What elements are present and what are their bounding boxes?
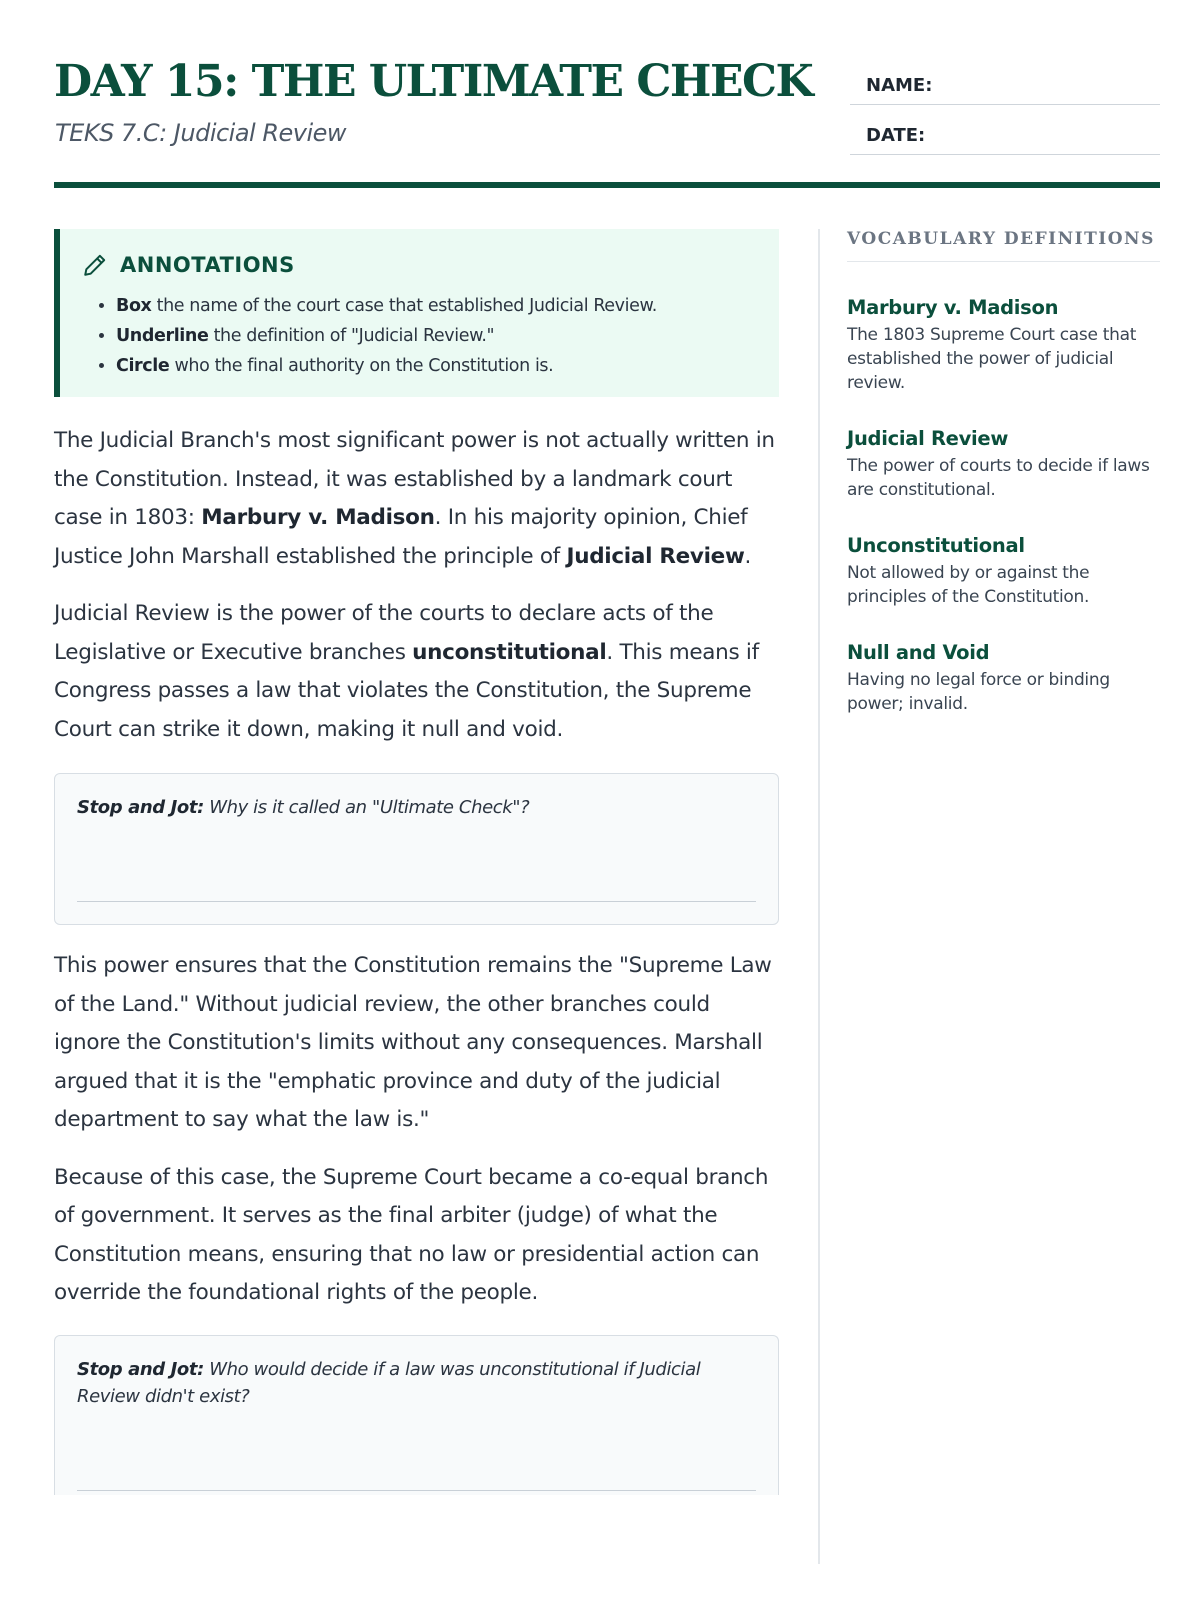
vocabulary-sidebar — [847, 229, 1160, 716]
annotation-keyword: Box — [116, 296, 152, 316]
vocab-definition: The power of courts to decide if laws are constitutional. — [847, 456, 1150, 500]
name-field[interactable] — [850, 60, 1160, 105]
page-title: DAY 15: THE ULTIMATE CHECK — [54, 56, 813, 107]
date-field[interactable] — [850, 110, 1160, 155]
paragraph-4: Because of this case, the Supreme Court became a co-equal branch of government. It serves as the final arbiter (judge) of what the Constitution means, ensuring that no law or presidential action can override the foundational rights of the people. — [54, 1164, 769, 1305]
jot-label: Stop and Jot: — [77, 1358, 204, 1380]
annotations-list — [82, 291, 759, 381]
jot-label: Stop and Jot: — [77, 797, 204, 818]
paragraph-1 — [54, 422, 779, 576]
annotation-item — [116, 321, 759, 351]
paragraph-3: This power ensures that the Constitution remains the "Supreme Law of the Land." Without judicial review, the other branches could ignore the Constitution's limits without any consequences. Marshall argued that it is the "emphatic province and duty of the judicial department to say what the law is." — [54, 953, 772, 1132]
vocab-entry — [847, 641, 1160, 716]
vocab-term: Marbury v. Madison — [847, 296, 1059, 319]
annotation-text: the name of the court case that established Judicial Review. — [151, 296, 657, 316]
stop-and-jot-1 — [54, 773, 779, 925]
jot-prompt — [77, 1356, 756, 1410]
vocab-entry — [847, 534, 1160, 609]
stop-and-jot-2 — [54, 1335, 779, 1495]
jot-answer-line[interactable] — [77, 1490, 756, 1491]
annotations-box — [54, 229, 779, 397]
paragraph-text: The Judicial Branch's most significant power is not actually written in the Constitution. Instead, it was established by a landmark court case in 1803: — [54, 428, 775, 530]
vocab-term: Judicial Review — [847, 427, 1009, 450]
header-divider — [54, 182, 1160, 188]
vocab-term: Null and Void — [847, 641, 990, 664]
page-subtitle: TEKS 7.C: Judicial Review — [55, 119, 347, 147]
vocab-entry — [847, 296, 1160, 395]
vocabulary-heading: VOCABULARY DEFINITIONS — [847, 229, 1160, 262]
vocab-term: Unconstitutional — [847, 534, 1025, 557]
jot-prompt — [77, 794, 756, 821]
vocab-definition: Having no legal force or binding power; invalid. — [847, 670, 1110, 714]
annotations-title: ANNOTATIONS — [120, 253, 295, 277]
vocab-entry — [847, 427, 1160, 502]
annotation-item — [116, 291, 759, 321]
vocab-definition: Not allowed by or against the principles of the Constitution. — [847, 563, 1090, 607]
paragraph-text: . — [744, 543, 752, 569]
annotations-header — [82, 251, 759, 279]
paragraph-text: . In his majority opinion, Chief Justice John Marshall established the principle of — [54, 505, 748, 569]
pencil-icon — [82, 252, 108, 278]
annotation-keyword: Underline — [116, 326, 209, 346]
key-term: Judicial Review — [566, 543, 745, 569]
jot-answer-line[interactable] — [77, 901, 756, 902]
annotation-text: who the final authority on the Constitution is. — [169, 356, 554, 376]
date-label: DATE: — [866, 125, 926, 146]
reading-column — [54, 229, 779, 1495]
jot-question: Who would decide if a law was unconstitutional if Judicial Review didn't exist? — [77, 1358, 701, 1407]
jot-question: Why is it called an "Ultimate Check"? — [203, 797, 530, 818]
paragraph-text: . This means if Congress passes a law that violates the Constitution, the Supreme Court can strike it down, making it null and void. — [54, 639, 759, 742]
annotation-text: the definition of "Judicial Review." — [208, 326, 495, 346]
vocab-definition: The 1803 Supreme Court case that established the power of judicial review. — [847, 325, 1137, 393]
paragraph-text: Judicial Review is the power of the courts to declare acts of the Legislative or Executive branches — [54, 601, 714, 665]
paragraph-2 — [54, 595, 779, 749]
name-label: NAME: — [866, 75, 933, 96]
sidebar-divider — [818, 229, 820, 1564]
key-term: unconstitutional — [412, 639, 607, 665]
annotation-keyword: Circle — [116, 356, 170, 376]
case-name: Marbury v. Madison — [201, 505, 435, 530]
annotation-item — [116, 351, 759, 381]
